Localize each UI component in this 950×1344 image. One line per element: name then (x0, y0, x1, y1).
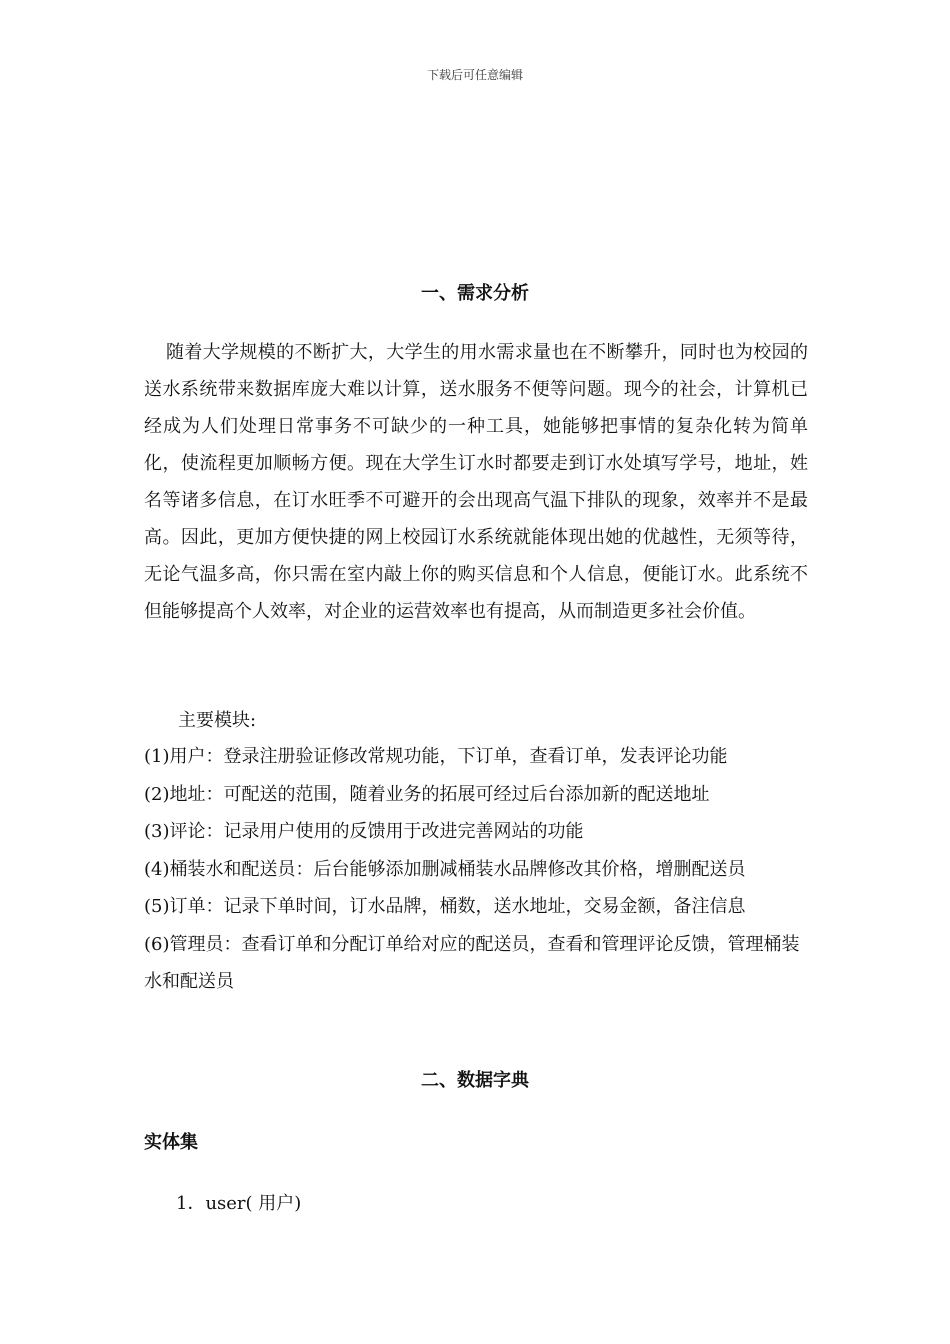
header-note: 下载后可任意编辑 (426, 68, 523, 82)
entity-set-heading: 实体集 (144, 1132, 198, 1153)
module-item-order: (5)订单：记录下单时间，订水品牌，桶数，送水地址，交易金额，备注信息 (144, 896, 746, 917)
module-item-admin: (6)管理员：查看订单和分配订单给对应的配送员，查看和管理评论反馈，管理桶装水和配送员 (144, 934, 800, 992)
section-title-data-dictionary: 二、数据字典 (421, 1070, 529, 1091)
entity-item-user: 1．user( 用户) (176, 1193, 302, 1214)
module-item-water-delivery: (4)桶装水和配送员：后台能够添加删减桶装水品牌修改其价格，增删配送员 (144, 859, 746, 880)
intro-paragraph: 随着大学规模的不断扩大，大学生的用水需求量也在不断攀升，同时也为校园的送水系统带来数据库庞大难以计算，送水服务不便等问题。现今的社会，计算机已经成为人们处理日常事务不可缺少的一种工具，她能够把事情的复杂化转为简单化，使流程更加顺畅方便。现在大学生订水时都要走到订水处填写学号，地址，姓名等诸多信息，在订水旺季不可避开的会出现高气温下排队的现象，效率并不是最高。因此，更加方便快捷的网上校园订水系统就能体现出她的优越性，无须等待，无论气温多高，你只需在室内敲上你的购买信息和个人信息，便能订水。此系统不但能够提高个人效率，对企业的运营效率也有提高，从而制造更多社会价值。 (144, 342, 808, 622)
section-title-requirements: 一、需求分析 (421, 283, 529, 304)
modules-label: 主要模块: (178, 710, 257, 731)
module-item-user: (1)用户：登录注册验证修改常规功能，下订单，查看订单，发表评论功能 (144, 746, 728, 767)
module-item-address: (2)地址：可配送的范围，随着业务的拓展可经过后台添加新的配送地址 (144, 784, 710, 805)
module-item-comment: (3)评论：记录用户使用的反馈用于改进完善网站的功能 (144, 821, 584, 842)
